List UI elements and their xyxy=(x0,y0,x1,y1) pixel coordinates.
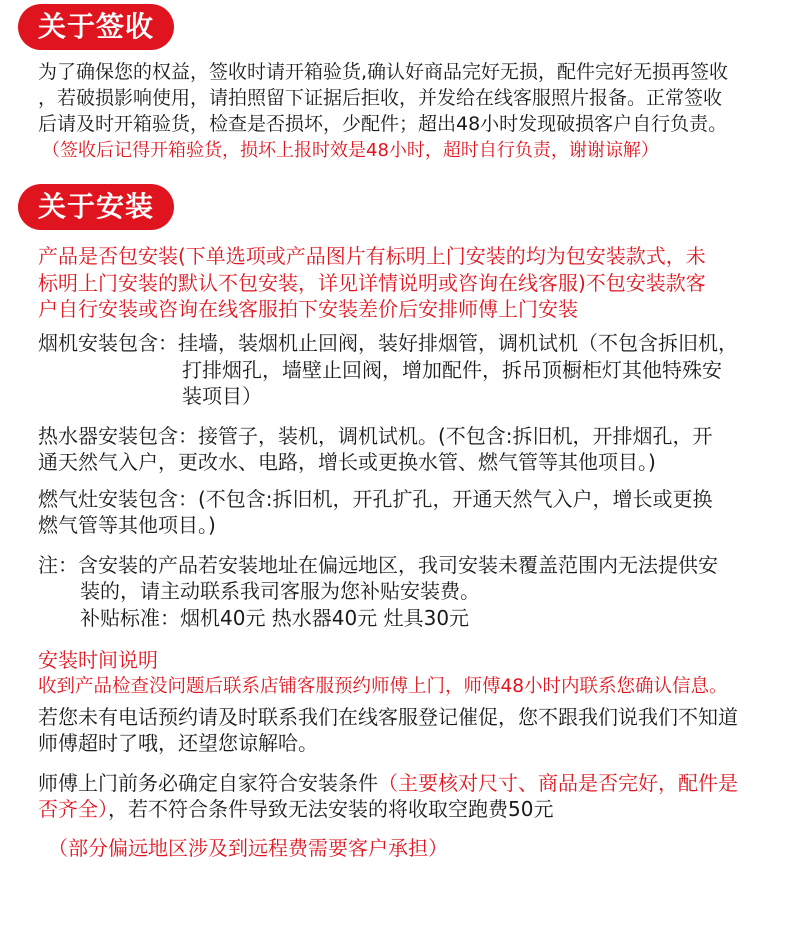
sign-text-line: 后请及时开箱验货，检查是否损坏，少配件；超出48小时发现破损客户自行负责。 xyxy=(38,113,728,135)
install-time-red-line: 收到产品检查没问题后联系店铺客服预约师傅上门，师傅48小时内联系您确认信息。 xyxy=(38,676,728,697)
heater-install-line: 通天然气入户，更改水、电路，增长或更换水管、燃气管等其他项目。) xyxy=(38,450,656,474)
hood-install-line: 烟机安装包含：挂墙，装烟机止回阀，装好排烟管，调机试机（不包含拆旧机， xyxy=(38,331,738,355)
install-condition-highlight: 否齐全） xyxy=(38,797,108,821)
sign-text-line: ，若破损影响使用，请拍照留下证据后拒收，并发给在线客服照片报备。正常签收 xyxy=(38,87,723,109)
hood-install-line: 装项目） xyxy=(182,384,262,408)
install-condition-text: ，若不符合条件导致无法安装的将收取空跑费50元 xyxy=(108,797,554,821)
install-condition-text: 师傅上门前务必确定自家符合安装条件 xyxy=(38,771,378,795)
remote-area-note: （部分偏远地区涉及到远程费需要客户承担） xyxy=(48,836,448,860)
install-intro-line: 标明上门安装的默认不包安装，详见详情说明或咨询在线客服)不包安装款客 xyxy=(38,271,706,295)
install-intro-line: 户自行安装或咨询在线客服拍下安装差价后安排师傅上门安装 xyxy=(38,297,578,321)
sign-section-badge: 关于签收 xyxy=(18,4,174,50)
install-intro-line: 产品是否包安装(下单选项或产品图片有标明上门安装的均为包安装款式，未 xyxy=(38,244,706,268)
subsidy-standard: 补贴标准：烟机40元 热水器40元 灶具30元 xyxy=(80,606,470,630)
install-note-line: 装的，请主动联系我司客服为您补贴安装费。 xyxy=(80,579,480,603)
install-note-line: 注：含安装的产品若安装地址在偏远地区，我司安装未覆盖范围内无法提供安 xyxy=(38,553,718,577)
install-time-line: 若您未有电话预约请及时联系我们在线客服登记催促，您不跟我们说我们不知道 xyxy=(38,705,738,729)
install-section-badge: 关于安装 xyxy=(18,184,174,230)
install-time-line: 师傅超时了哦，还望您谅解哈。 xyxy=(38,731,318,755)
sign-note: （签收后记得开箱验货，损坏上报时效是48小时，超时自行负责，谢谢谅解） xyxy=(42,140,659,161)
install-time-title: 安装时间说明 xyxy=(38,648,158,672)
stove-install-line: 燃气灶安装包含：(不包含:拆旧机，开孔扩孔，开通天然气入户，增长或更换 xyxy=(38,487,713,511)
install-condition-line xyxy=(38,794,553,824)
install-condition-highlight: （主要核对尺寸、商品是否完好，配件是 xyxy=(378,771,738,795)
hood-install-line: 打排烟孔，墙壁止回阀，增加配件，拆吊顶橱柜灯其他特殊安 xyxy=(182,358,722,382)
sign-text-line: 为了确保您的权益，签收时请开箱验货,确认好商品完好无损，配件完好无损再签收 xyxy=(38,61,729,83)
heater-install-line: 热水器安装包含：接管子，装机，调机试机。(不包含:拆旧机，开排烟孔，开 xyxy=(38,424,713,448)
stove-install-line: 燃气管等其他项目。) xyxy=(38,513,216,537)
